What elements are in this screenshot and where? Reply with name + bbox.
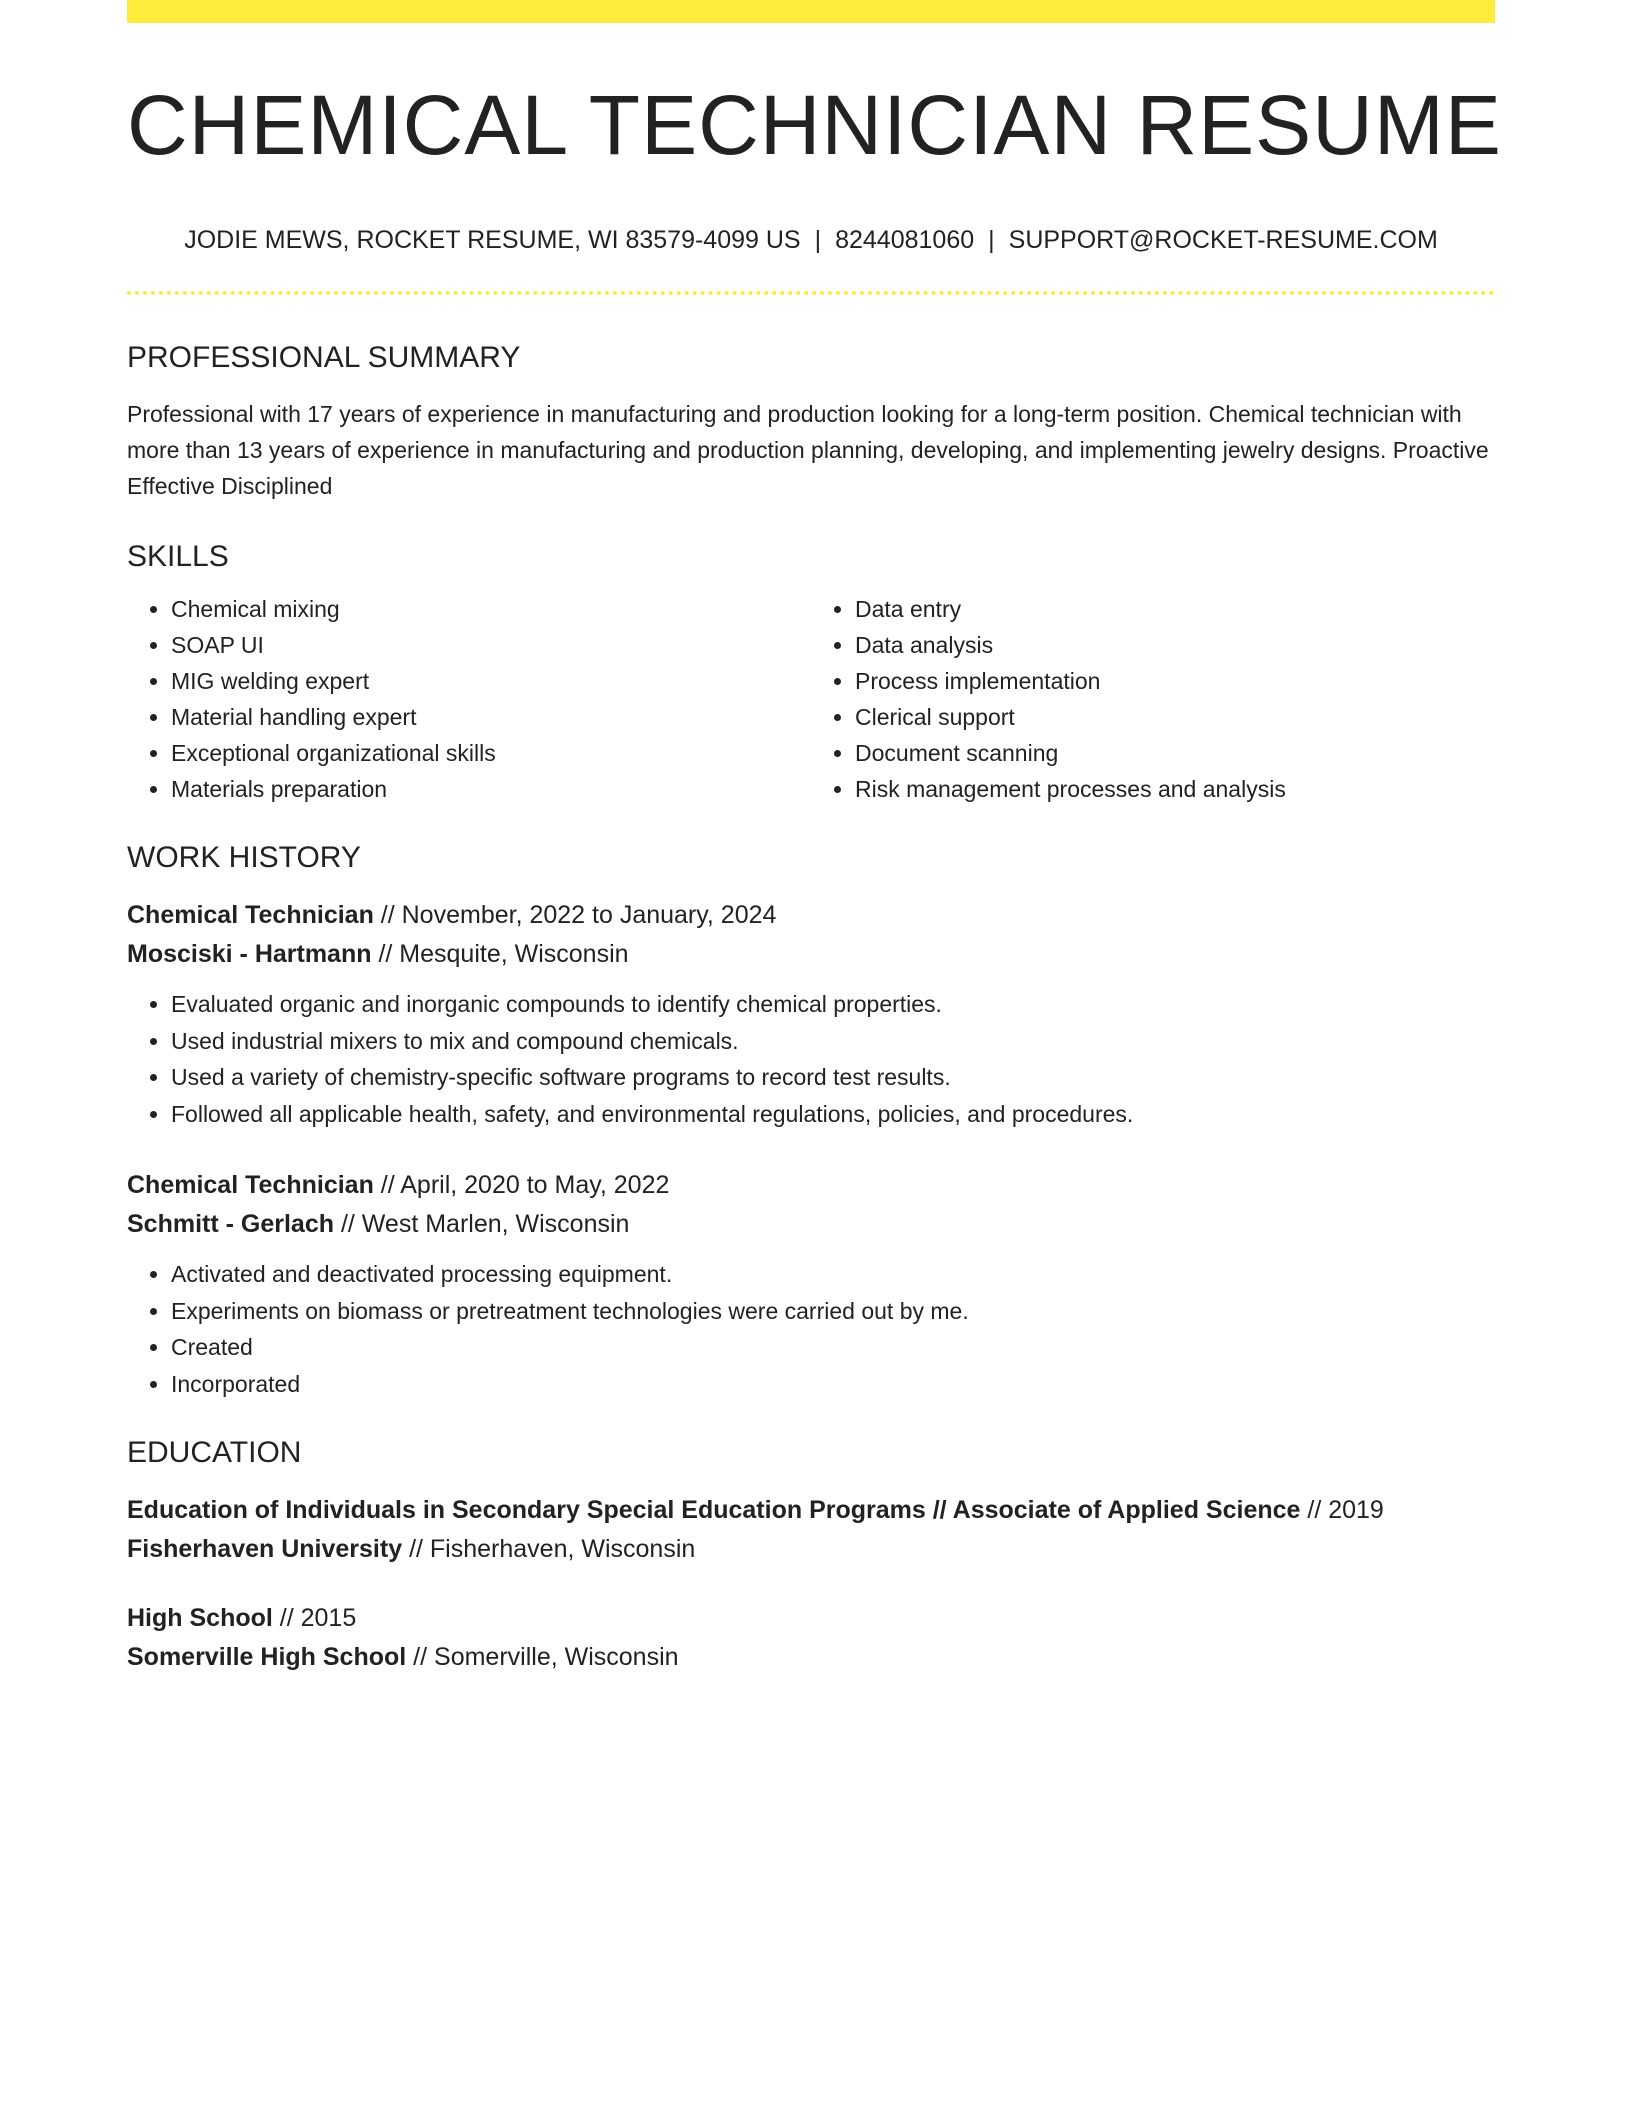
skill-item: • Process implementation xyxy=(855,663,1495,699)
job-title-line xyxy=(127,896,1495,935)
contact-phone: 8244081060 xyxy=(835,226,975,254)
job-bullet: • Used a variety of chemistry-specific software programs to record test results. xyxy=(171,1059,1495,1096)
summary-text: Professional with 17 years of experience in manufacturing and production looking for a long-term position. Chemical technician with more than 13 years of experience in manufacturing and production planning, developing, and implementing jewelry designs. Proactive Effective Disciplined xyxy=(127,401,1489,499)
skill-item: • MIG welding expert xyxy=(171,663,811,699)
education-year: // 2019 xyxy=(1300,1496,1384,1524)
skill-item: • Data analysis xyxy=(855,627,1495,663)
skills-columns xyxy=(127,591,1495,807)
job-bullet: • Experiments on biomass or pretreatment technologies were carried out by me. xyxy=(171,1293,1495,1330)
skill-item: • Material handling expert xyxy=(171,699,811,735)
education-degree: Education of Individuals in Secondary Special Education Programs // Associate of Applied Science xyxy=(127,1496,1301,1524)
job-dates: // November, 2022 to January, 2024 xyxy=(373,901,777,929)
education-degree: High School xyxy=(127,1604,273,1632)
education-school: Somerville High School xyxy=(127,1643,407,1671)
skills-list-right xyxy=(811,591,1495,807)
skills-list-left xyxy=(127,591,811,807)
job-title: Chemical Technician xyxy=(127,1171,374,1199)
education-degree-line xyxy=(127,1599,1495,1638)
resume-page xyxy=(127,0,1502,1677)
skill-item: • Materials preparation xyxy=(171,771,811,807)
job-location: // Mesquite, Wisconsin xyxy=(371,940,629,968)
job-dates: // April, 2020 to May, 2022 xyxy=(373,1171,670,1199)
skill-item: • Risk management processes and analysis xyxy=(855,771,1495,807)
education-school-line xyxy=(127,1530,1495,1569)
job-bullet: • Created xyxy=(171,1329,1495,1366)
education-entry xyxy=(127,1599,1495,1677)
job-company: Mosciski - Hartmann xyxy=(127,940,372,968)
job-company: Schmitt - Gerlach xyxy=(127,1210,334,1238)
education-entry xyxy=(127,1491,1495,1569)
work-history-heading: WORK HISTORY xyxy=(127,841,361,874)
skills-heading: SKILLS xyxy=(127,540,229,573)
dotted-divider xyxy=(127,291,1495,295)
resume-title: CHEMICAL TECHNICIAN RESUME xyxy=(127,78,1502,172)
job-company-line xyxy=(127,1205,1495,1244)
job-bullet: • Used industrial mixers to mix and compound chemicals. xyxy=(171,1023,1495,1060)
job-entry xyxy=(127,1166,1495,1402)
education-degree-line xyxy=(127,1491,1495,1530)
job-bullets xyxy=(127,1256,1495,1402)
job-bullet: • Evaluated organic and inorganic compounds to identify chemical properties. xyxy=(171,986,1495,1023)
job-company-line xyxy=(127,935,1495,974)
job-title: Chemical Technician xyxy=(127,901,374,929)
job-bullet: • Incorporated xyxy=(171,1366,1495,1403)
job-title-line xyxy=(127,1166,1495,1205)
contact-line xyxy=(127,225,1495,255)
skill-item: • SOAP UI xyxy=(171,627,811,663)
contact-separator: | xyxy=(814,226,822,254)
job-bullets xyxy=(127,986,1495,1132)
contact-address: JODIE MEWS, ROCKET RESUME, WI 83579-4099 US xyxy=(184,226,801,254)
top-accent-bar xyxy=(127,0,1495,23)
skill-item: • Exceptional organizational skills xyxy=(171,735,811,771)
education-year: // 2015 xyxy=(272,1604,357,1632)
contact-separator: | xyxy=(988,226,995,254)
skill-item: • Chemical mixing xyxy=(171,591,811,627)
job-location: // West Marlen, Wisconsin xyxy=(334,1210,630,1238)
job-entry xyxy=(127,896,1495,1132)
job-bullet: • Followed all applicable health, safety, and environmental regulations, policies, and procedures. xyxy=(171,1096,1495,1133)
contact-email: SUPPORT@ROCKET-RESUME.COM xyxy=(1008,226,1438,254)
education-location: // Fisherhaven, Wisconsin xyxy=(402,1535,696,1563)
education-location: // Somerville, Wisconsin xyxy=(406,1643,679,1671)
education-heading: EDUCATION xyxy=(127,1436,302,1469)
education-school-line xyxy=(127,1638,1495,1677)
education-school: Fisherhaven University xyxy=(127,1535,403,1563)
job-bullet: • Activated and deactivated processing equipment. xyxy=(171,1256,1495,1293)
skill-item: • Clerical support xyxy=(855,699,1495,735)
skill-item: • Document scanning xyxy=(855,735,1495,771)
skill-item: • Data entry xyxy=(855,591,1495,627)
summary-heading: PROFESSIONAL SUMMARY xyxy=(127,341,521,374)
